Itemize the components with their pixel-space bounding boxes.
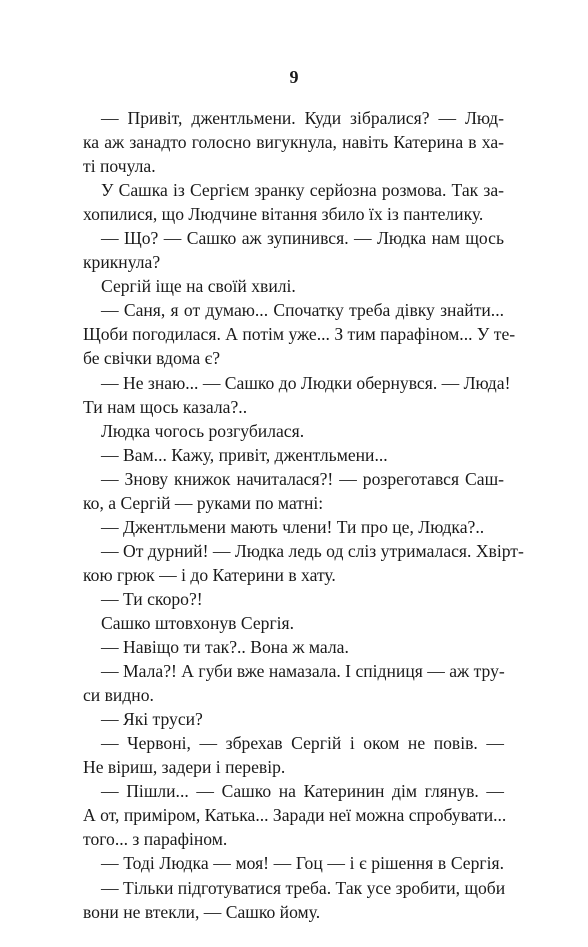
text-line: — Тоді Людка — моя! — Гоц — і є рішення в Сергія. [101, 853, 504, 874]
text-line: — Джентльмени мають члени! Ти про це, Людка?.. [101, 516, 485, 537]
text-line: — Вам... Кажу, привіт, джентльмени... [101, 444, 388, 465]
text-line: — Що? — Сашко аж зупинився. — Людка нам щось [101, 228, 504, 249]
text-line: крикнула? [83, 252, 161, 273]
text-line: А от, приміром, Катька... Заради неї можна спробувати... [83, 805, 507, 826]
text-line: У Сашка із Сергієм зранку серйозна розмова. Так за- [101, 180, 504, 201]
text-line: — Червоні, — збрехав Сергій і оком не повів. — [101, 733, 504, 754]
text-line: кою грюк — і до Катерини в хату. [83, 564, 336, 585]
text-line: Не віриш, задери і перевір. [83, 757, 286, 778]
page-number: 9 [289, 67, 299, 87]
text-line: — Знову книжок начиталася?! — розреготався Саш- [101, 468, 504, 489]
text-line: вони не втекли, — Сашко йому. [83, 901, 321, 922]
text-line: — От дурний! — Людка ледь од сліз утрималася. Хвірт- [101, 540, 524, 561]
text-line: — Пішли... — Сашко на Катеринин дім глянув. — [101, 781, 504, 802]
text-line: хопилися, що Людчине вітання збило їх із пантелику. [83, 204, 484, 225]
text-line: бе свічки вдома є? [83, 348, 221, 369]
text-line: — Саня, я от думаю... Спочатку треба дівку знайти... [101, 300, 504, 321]
text-line: — Не знаю... — Сашко до Людки обернувся. — Люда! [101, 372, 511, 393]
text-line: — Мала?! А губи вже намазала. І спідниця — аж тру- [101, 661, 505, 682]
text-line: — Навіщо ти так?.. Вона ж мала. [101, 637, 349, 658]
text-line: — Які труси? [101, 709, 203, 730]
text-line: Щоби погодилася. А потім уже... З тим парафіном... У те- [83, 324, 516, 345]
text-line: ка аж занадто голосно вигукнула, навіть Катерина в ха- [83, 132, 504, 153]
text-line: си видно. [83, 685, 154, 706]
text-line: Людка чогось розгубилася. [101, 420, 305, 441]
text-line: ті почула. [83, 156, 156, 177]
body-text [83, 106, 524, 924]
text-line: Сашко штовхонув Сергія. [101, 612, 295, 633]
text-line: — Тільки підготуватися треба. Так усе зробити, щоби [101, 877, 506, 898]
text-line: Сергій іще на своїй хвилі. [101, 276, 296, 297]
text-line: ко, а Сергій — руками по матні: [83, 492, 324, 513]
text-line: того... з парафіном. [83, 829, 228, 850]
text-line: — Ти скоро?! [101, 588, 203, 609]
text-line: Ти нам щось казала?.. [83, 396, 248, 417]
text-line: — Привіт, джентльмени. Куди зібралися? — Люд- [101, 108, 504, 128]
